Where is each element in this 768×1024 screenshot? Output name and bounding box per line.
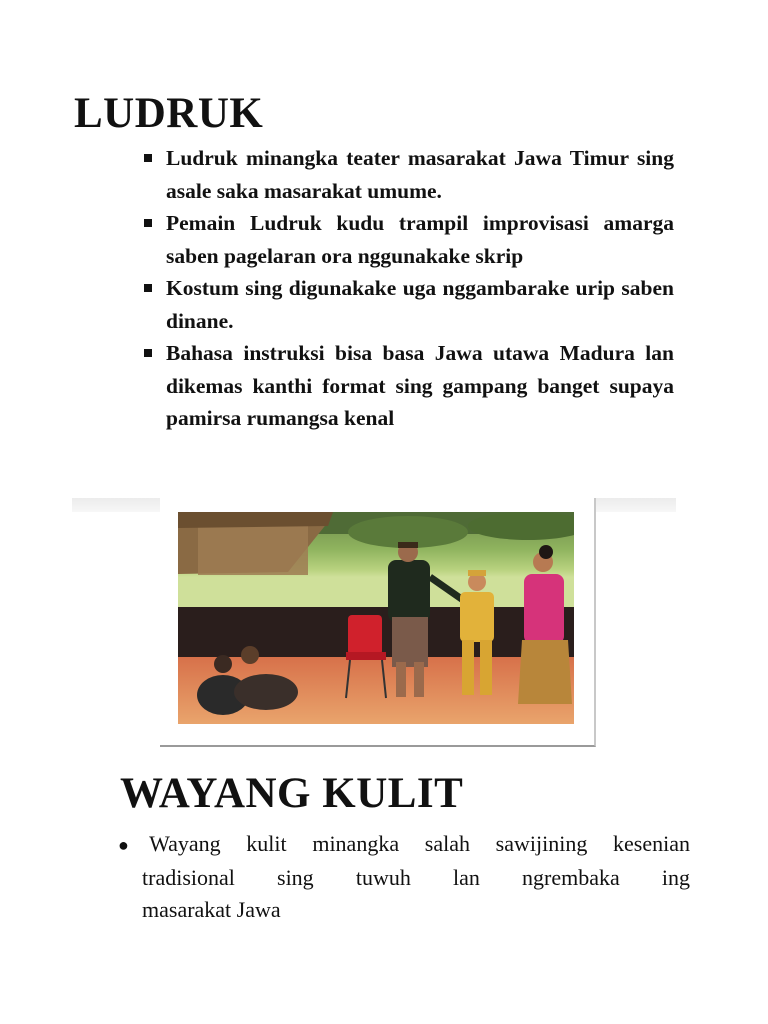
ludruk-performance-image: [178, 512, 574, 724]
paragraph-line: tradisional sing tuwuh lan ngrembaka ing: [142, 864, 690, 890]
ludruk-title: LUDRUK: [74, 90, 264, 137]
wayang-kulit-paragraph: [118, 828, 690, 927]
ludruk-photo-frame: [160, 498, 596, 747]
ludruk-stage-photo: [178, 512, 574, 724]
list-item-text: Kostum sing digunakake uga nggambarake urip saben dinane.: [166, 276, 674, 333]
paragraph-line: [118, 828, 690, 862]
round-bullet-icon: ●: [118, 835, 150, 855]
square-bullet-icon: [144, 154, 152, 162]
paragraph-line: masarakat Jawa: [142, 897, 281, 922]
wayang-kulit-title: WAYANG KULIT: [120, 770, 464, 817]
list-item: [140, 142, 674, 207]
list-item: [140, 337, 674, 435]
square-bullet-icon: [144, 219, 152, 227]
paragraph-line-text: Wayang kulit minangka salah sawijining kesenian: [149, 831, 690, 856]
square-bullet-icon: [144, 284, 152, 292]
list-item-text: Bahasa instruksi bisa basa Jawa utawa Madura lan dikemas kanthi format sing gampang banget supaya pamirsa rumangsa kenal: [166, 341, 674, 430]
list-item-text: Pemain Ludruk kudu trampil improvisasi amarga saben pagelaran ora nggunakake skrip: [166, 211, 674, 268]
list-item: [140, 272, 674, 337]
ludruk-bullet-list: [140, 142, 674, 435]
list-item-text: Ludruk minangka teater masarakat Jawa Timur sing asale saka masarakat umume.: [166, 146, 674, 203]
square-bullet-icon: [144, 349, 152, 357]
list-item: [140, 207, 674, 272]
